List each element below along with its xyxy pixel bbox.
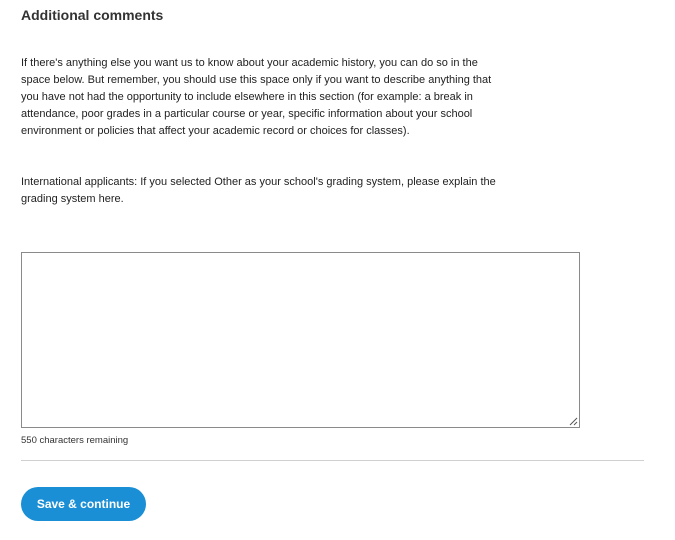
instructions-paragraph: If there's anything else you want us to know about your academic history, you can do so in the space below. But remember, you should use this space only if you want to describe anything that you have not had the opportunity to include elsewhere in this section (for example: a break in attendance, poor grades in a particular course or year, specific information about your school environment or policies that affect your academic record or choices for classes). <box>21 57 492 137</box>
comments-field-wrapper <box>21 252 580 428</box>
save-continue-button[interactable]: Save & continue <box>21 487 146 521</box>
resize-handle-icon[interactable] <box>568 416 578 426</box>
section-title: Additional comments <box>21 7 164 23</box>
characters-remaining: 550 characters remaining <box>21 435 129 446</box>
comments-textarea[interactable] <box>21 252 580 428</box>
section-divider <box>21 460 644 461</box>
international-instructions-paragraph: International applicants: If you selected Other as your school's grading system, please explain the grading system here. <box>21 176 496 205</box>
